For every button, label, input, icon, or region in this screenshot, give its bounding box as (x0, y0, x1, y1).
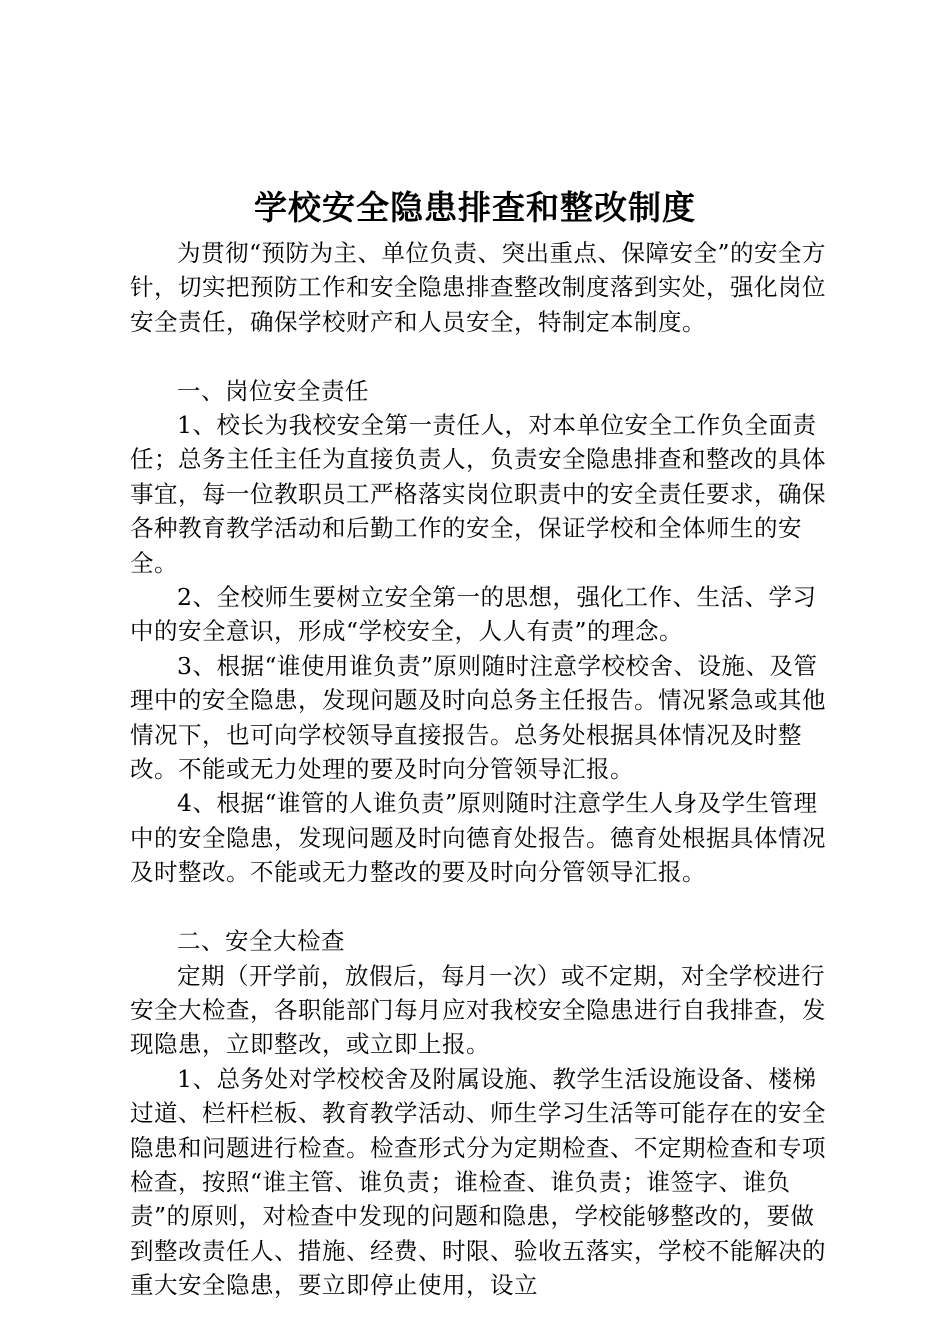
section-1-item-2: 2、全校师生要树立安全第一的思想，强化工作、生活、学习中的安全意识，形成“学校安全，人人有责”的理念。 (130, 583, 817, 646)
section-2-item-1: 1、总务处对学校校舍及附属设施、教学生活设施设备、楼梯过道、栏杆栏板、教育教学活动、师生学习生活等可能存在的安全隐患和问题进行检查。检查形式分为定期检查、不定期检查和专项检查，按照“谁主管、谁负责；谁检查、谁负责；谁签字、谁负责”的原则，对检查中发现的问题和隐患，学校能够整改的，要做到整改责任人、措施、经费、时限、验收五落实，学校不能解决的重大安全隐患，要立即停止使用，设立 (130, 1064, 826, 1300)
document-body (130, 236, 835, 1303)
intro-paragraph: 为贯彻“预防为主、单位负责、突出重点、保障安全”的安全方针，切实把预防工作和安全隐患排查整改制度落到实处，强化岗位安全责任，确保学校财产和人员安全，特制定本制度。 (130, 239, 827, 336)
section-2-heading: 二、安全大检查 (177, 927, 345, 956)
section-1-heading: 一、岗位安全责任 (177, 376, 369, 405)
section-1-item-3: 3、根据“谁使用谁负责”原则随时注意学校校舍、设施、及管理中的安全隐患，发现问题及时向总务主任报告。情况紧急或其他情况下，也可向学校领导直接报告。总务处根据具体情况及时整改。不能或无力处理的要及时向分管领导汇报。 (130, 651, 826, 784)
section-1-item-4: 4、根据“谁管的人谁负责”原则随时注意学生人身及学生管理中的安全隐患，发现问题及时向德育处报告。德育处根据具体情况及时整改。不能或无力整改的要及时向分管领导汇报。 (130, 789, 826, 887)
paragraph-gap (130, 339, 835, 373)
document-title: 学校安全隐患排查和整改制度 (254, 188, 696, 227)
section-2-intro: 定期（开学前，放假后，每月一次）或不定期，对全学校进行安全大检查，各职能部门每月应对我校安全隐患进行自我排查，发现隐患，立即整改，或立即上报。 (130, 961, 826, 1059)
paragraph-gap (130, 890, 835, 924)
section-1-item-1: 1、校长为我校安全第一责任人，对本单位安全工作负全面责任；总务主任主任为直接负责人，负责安全隐患排查和整改的具体事宜，每一位教职员工严格落实岗位职责中的安全责任要求，确保各种教育教学活动和后勤工作的安全，保证学校和全体师生的安全。 (130, 411, 826, 577)
